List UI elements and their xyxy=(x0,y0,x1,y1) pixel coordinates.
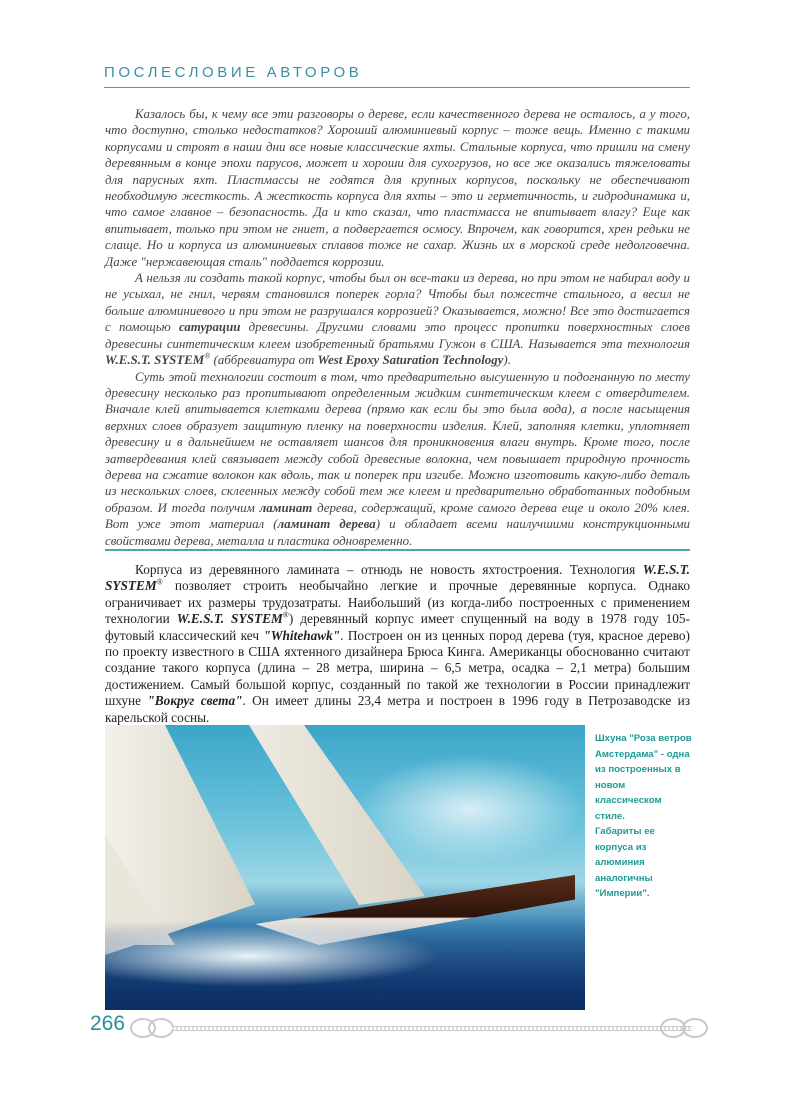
text-run: . Он имеет длины 23,4 метра и построен в 1996 году в Петрозаводске из карельской сосны. xyxy=(105,693,691,725)
rope-ornament xyxy=(172,1026,692,1031)
caption-line: Амстердама" - одна xyxy=(595,748,690,760)
page-number: 266 xyxy=(90,1012,126,1035)
text-run: древесины. Другими словами это процесс пропитки поверхностных слоев древесины синтетическим клеем изобретенный братьями Гужон в США. Называется эта технология xyxy=(105,320,690,351)
registered-mark: ® xyxy=(156,577,163,587)
caption-line: Габариты ее xyxy=(595,826,655,837)
paragraph xyxy=(105,270,690,368)
registered-mark: ® xyxy=(282,610,289,620)
caption-line: новом xyxy=(595,779,626,791)
photo-sea xyxy=(105,920,585,1010)
text-run: ) и обладает всеми наилучшими конструкционными свойствами дерева, металла и пластика одновременно. xyxy=(105,517,690,548)
text-run: ). xyxy=(503,353,511,368)
text-run: А нельзя ли создать такой корпус, чтобы был он все-таки из дерева, но при этом не набирал воду и не усыхал, не гнил, червям становился поперек горла? Чтобы был пожестче стального, а весил не больше алюминиевого и при этом не разрушался коррозией? Оказывается, можно! Все это достигается с помощью xyxy=(105,271,690,335)
emphasized-term: W.E.S.T. SYSTEM xyxy=(176,611,283,627)
text-run: Казалось бы, к чему все эти разговоры о дереве, если качественного дерева не осталось, а у того, что доступно, столько недостатков? Хороший алюминиевый корпус – тоже вещь. Именно с такими корпусами и строят в наши дни все новые классические яхты. Стальные корпуса, что пришли на смену деревянным в конце эпохи парусов, может и хороши для сухогрузов, но все же оказались тяжеловаты для парусных яхт. Пластмассы не годятся для крупных корпусов, поскольку не обеспечивают необходимую жесткость. А жесткость корпуса для яхты – это и герметичность, и гидродинамика и, что самое главное – безопасность. Да и кто сказал, что пластмасса не впитывает влагу? Еще как впитывает, только при этом не гниет, а подвергается осмосу. Впрочем, как говорится, хрен редьки не слаще. Но и корпуса из алюминиевых сплавов тоже не сахар. Жизнь их в морской среде недолговечна. Даже "нержавеющая сталь" поддается коррозии. xyxy=(105,107,690,269)
page-footer xyxy=(90,1010,700,1040)
emphasized-term: ламинат дерева xyxy=(277,517,376,532)
text-run: позволяет строить необычайно легкие и прочные деревянные корпуса. Однако ограничивает их размеры трудозатраты. Наибольший (из когда-либо построенных с применением технологии xyxy=(105,578,690,627)
text-run: Корпуса из деревянного ламината – отнюдь не новость яхтостроения. Технология xyxy=(135,562,643,577)
caption-line: корпуса из xyxy=(595,841,647,853)
emphasized-term: "Вокруг света" xyxy=(147,693,243,709)
header-divider xyxy=(104,87,690,88)
running-header: ПОСЛЕСЛОВИЕ АВТОРОВ xyxy=(104,64,363,81)
rope-knot-icon xyxy=(148,1018,174,1038)
schooner-photo xyxy=(105,725,585,1010)
emphasized-term: W.E.S.T. SYSTEM xyxy=(105,353,205,368)
caption-line: алюминия xyxy=(595,857,645,868)
emphasized-term: сатурации xyxy=(178,320,241,335)
caption-line: из построенных в xyxy=(595,764,681,775)
emphasized-term: West Epoxy Saturation Technology xyxy=(317,353,504,368)
caption-line: "Империи". xyxy=(595,888,650,899)
text-run: дерева, содержащий, кроме самого дерева еще и около 20% клея. Вот уже этот материал ( xyxy=(105,500,690,532)
caption-line: аналогичны xyxy=(595,872,653,884)
text-run: . Построен он из ценных пород дерева (туя, красное дерево) по проекту известного в США яхтенного дизайнера Брюса Кинга. Американцы обоснованно считают создание такого корпуса (длина – 28 метра, ширина – 6,5 метра, осадка – 2,1 метра) большим достижением. Самый большой корпус, созданный по такой же технологии в России принадлежит шхуне xyxy=(105,627,690,709)
emphasized-term: W.E.S.T. SYSTEM xyxy=(105,562,690,594)
text-run: (аббревиатура от xyxy=(210,353,318,368)
emphasized-term: "Whitehawk" xyxy=(263,627,341,643)
caption-line: классическом xyxy=(595,795,662,806)
caption-line: стиле. xyxy=(595,810,625,822)
caption-line: Шхуна "Роза ветров xyxy=(595,733,692,744)
photo-caption xyxy=(595,731,695,902)
main-body-text xyxy=(105,562,690,726)
rope-knot-icon xyxy=(682,1018,708,1038)
italic-intro-text xyxy=(105,106,690,549)
paragraph xyxy=(105,106,690,270)
text-run: ) деревянный корпус имеет спущенный на воду в 1978 году 105-футовый классический кеч xyxy=(105,611,690,643)
section-divider xyxy=(105,549,690,551)
text-run: Суть этой технологии состоит в том, что предварительно высушенную и подогнанную по месту древесину несколько раз пропитывают определенным жидким синтетическим клеем с отвердителем. Вначале клей впитывается клетками дерева (прямо как если бы это была вода), а после насыщения верхних слоев образует защитную пленку на поверхности изделия. Клей, заполняя клетки, уплотняет древесину и в дальнейшем не оставляет шансов для проникновения влаги внутрь. Кроме того, после затвердевания клей связывает между собой древесные волокна, чем повышает природную прочность дерева на сжатие волокон как вдоль, так и поперек при изгибе. Можно изготовить какую-либо деталь из нескольких слоев, склеенных между собой тем же клеем и предварительно обработанных подобным образом. И тогда получим xyxy=(105,369,690,515)
paragraph xyxy=(105,369,690,549)
emphasized-term: ламинат xyxy=(259,500,313,515)
registered-mark: ® xyxy=(204,351,211,361)
paragraph xyxy=(105,562,690,726)
